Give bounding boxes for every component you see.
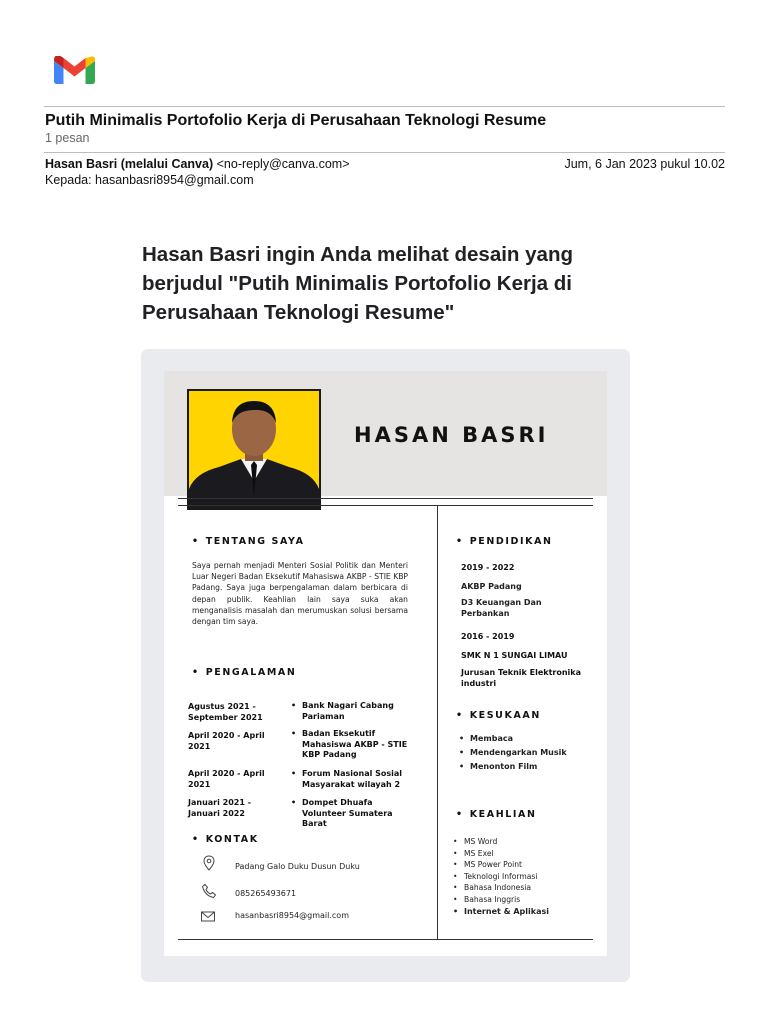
sender-name: Hasan Basri (melalui Canva) [45,157,214,171]
edu-major-2: Jurusan Teknik Elektronika industri [461,668,582,688]
exp-place-3: • Forum Nasional Sosial Masyarakat wilayah 2 [302,769,412,790]
exp-period-4: Januari 2021 - Januari 2022 [188,798,252,818]
edu-major-1: D3 Keuangan Dan Perbankan [461,598,542,618]
section-contact: • KONTAK [192,834,259,845]
edu-school-2: SMK N 1 SUNGAI LIMAU [461,651,568,660]
contact-phone: 085265493671 [235,889,297,898]
skill-7: • Internet & Aplikasi [464,906,549,917]
sender-line [45,157,350,171]
email-date: Jum, 6 Jan 2023 pukul 10.02 [564,157,725,171]
hobby-1: • Membaca [470,733,513,744]
skill-6: • Bahasa Inggris [464,894,520,905]
hobby-2: • Mendengarkan Musik [470,747,567,758]
resume-divider-2 [178,505,593,506]
edu-years-1: 2019 - 2022 [461,563,515,572]
contact-email: hasanbasri8954@gmail.com [235,911,349,920]
recipient: Kepada: hasanbasri8954@gmail.com [45,173,254,187]
exp-period-1: Agustus 2021 - September 2021 [188,702,263,722]
resume-name: HASAN BASRI [354,423,549,447]
skill-2: • MS Exel [464,848,494,859]
contact-address: Padang Galo Duku Dusun Duku [235,862,360,871]
section-experience: • PENGALAMAN [192,667,296,678]
email-headline: Hasan Basri ingin Anda melihat desain yang berjudul "Putih Minimalis Portofolio Kerja di Perusahaan Teknologi Resume" [142,243,573,324]
section-skills: • KEAHLIAN [456,809,537,820]
resume-divider-top [178,498,593,499]
about-text: Saya pernah menjadi Menteri Sosial Politik dan Menteri Luar Negeri Badan Eksekutif Mahasiswa AKBP - STIE KBP Padang. Saya juga berpengalaman dalam berbicara di depan publik. Keahlian lain saya suka akan menganalisis masalah dan merumuskan solusi bersama dengan tim saya. [192,561,408,627]
message-count: 1 pesan [45,131,90,145]
edu-school-1: AKBP Padang [461,582,522,591]
skill-3: • MS Power Point [464,859,522,870]
column-divider [437,505,438,939]
section-hobbies: • KESUKAAN [456,710,541,721]
section-education: • PENDIDIKAN [456,536,553,547]
thread-divider [44,152,725,153]
exp-place-4: • Dompet Dhuafa Volunteer Sumatera Barat [302,798,402,830]
exp-place-2: • Badan Eksekutif Mahasiswa AKBP - STIE KBP Padang [302,729,412,761]
sender-email: <no-reply@canva.com> [216,157,350,171]
profile-photo [187,389,321,510]
edu-years-2: 2016 - 2019 [461,632,515,641]
gmail-logo-icon [54,56,95,84]
hobby-3: • Menonton Film [470,761,537,772]
email-subject: Putih Minimalis Portofolio Kerja di Perusahaan Teknologi Resume [45,112,547,129]
person-photo-icon [189,391,319,508]
exp-period-3: April 2020 - April 2021 [188,769,265,789]
header-divider [44,106,725,107]
skill-4: • Teknologi Informasi [464,871,537,882]
location-pin-icon [201,855,217,871]
phone-icon [201,883,217,899]
resume-divider-bottom [178,939,593,940]
exp-period-2: April 2020 - April 2021 [188,731,265,751]
exp-place-1: • Bank Nagari Cabang Pariaman [302,701,402,722]
envelope-icon [200,908,216,924]
skill-1: • MS Word [464,836,497,847]
section-about: • TENTANG SAYA [192,536,305,547]
skill-5: • Bahasa Indonesia [464,882,531,893]
resume-preview[interactable] [164,371,607,956]
